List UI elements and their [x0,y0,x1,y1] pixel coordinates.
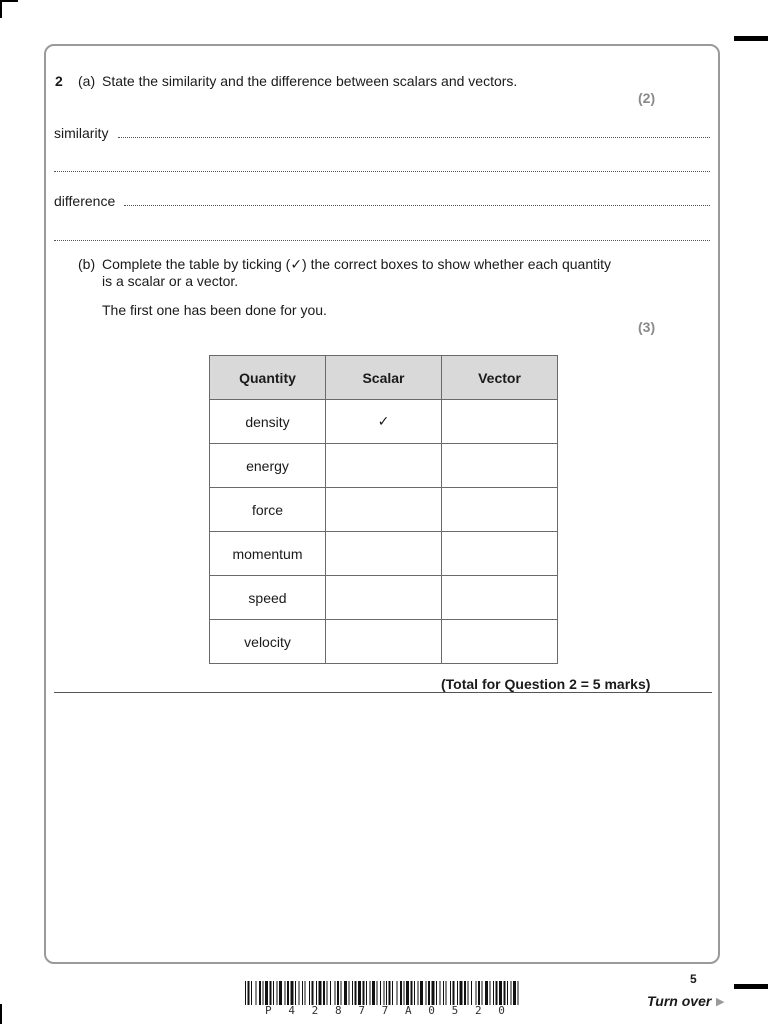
barcode-bar [312,981,314,1005]
vector-tick-box[interactable] [442,576,558,620]
barcode-bar [450,981,451,1005]
barcode-bar [287,981,289,1005]
barcode-bar [511,981,512,1005]
barcode-bar [482,981,483,1005]
barcode-digit: 5 [451,1004,459,1017]
barcode-bar [443,981,444,1005]
barcode-bar [295,981,296,1005]
difference-answer-line[interactable] [124,205,710,206]
part-b-text-line1: Complete the table by ticking (✓) the correct boxes to show whether each quantity [102,256,611,272]
barcode-bar [302,981,303,1005]
barcode-bar [478,981,480,1005]
barcode-bar [277,981,278,1005]
quantity-cell: momentum [210,532,326,576]
barcode-bar [349,981,350,1005]
barcode-bar [397,981,398,1005]
header-quantity: Quantity [210,356,326,400]
quantity-cell: velocity [210,620,326,664]
barcode-digit: 2 [474,1004,482,1017]
barcode-digit: 2 [311,1004,319,1017]
barcode-bar [251,981,252,1005]
turn-over-text: Turn over [647,993,712,1009]
barcode-bar [363,981,365,1005]
similarity-answer-line[interactable] [118,137,710,138]
similarity-label: similarity [54,125,109,141]
table-row [210,532,558,576]
table-row [210,620,558,664]
part-a-marks: (2) [638,90,656,106]
part-b-note: The first one has been done for you. [102,302,327,318]
barcode-digit: 8 [334,1004,342,1017]
part-b-marks: (3) [638,319,656,335]
barcode-digit: P [265,1004,272,1017]
barcode-bar [392,981,393,1005]
barcode-bar [380,981,381,1005]
barcode-bar [285,981,286,1005]
barcode-bar [327,981,328,1005]
barcode-digit: 7 [381,1004,389,1017]
barcode-bar [355,981,357,1005]
question-total: (Total for Question 2 = 5 marks) [441,676,651,692]
barcode-bar [476,981,477,1005]
barcode-bar [309,981,310,1005]
barcode-bar [389,981,391,1005]
barcode-bar [372,981,375,1005]
scalar-tick-box[interactable] [326,488,442,532]
barcode-bar [305,981,306,1005]
barcode-bar [366,981,367,1005]
crop-mark [0,0,18,2]
barcode-digit: 4 [288,1004,295,1017]
barcode-bar [319,981,322,1005]
difference-answer-line-2[interactable] [54,240,710,241]
quantity-cell: energy [210,444,326,488]
barcode-bar [341,981,342,1005]
vector-tick-box[interactable] [442,488,558,532]
question-number: 2 [55,73,63,89]
table-row [210,576,558,620]
scalar-tick-box[interactable] [326,444,442,488]
barcode [243,981,523,1005]
margin-mark [734,984,768,989]
barcode-bar [499,981,502,1005]
barcode-bar [496,981,498,1005]
barcode-bar [518,981,519,1005]
barcode-bar [263,981,264,1005]
barcode-bar [428,981,430,1005]
scalar-tick-box[interactable] [326,576,442,620]
barcode-bar [457,981,458,1005]
table-row [210,444,558,488]
table-row [210,488,558,532]
barcode-bar [265,981,268,1005]
barcode-bar [446,981,447,1005]
barcode-bar [420,981,423,1005]
part-a-text: State the similarity and the difference between scalars and vectors. [102,73,518,89]
barcode-bar [256,981,257,1005]
barcode-bar [493,981,494,1005]
header-scalar: Scalar [326,356,442,400]
barcode-bar [386,981,387,1005]
scalar-tick-box[interactable] [326,532,442,576]
barcode-bar [436,981,437,1005]
barcode-bar [323,981,325,1005]
barcode-bar [245,981,246,1005]
barcode-bar [377,981,378,1005]
barcode-bar [440,981,441,1005]
crop-mark [0,0,2,18]
similarity-answer-line-2[interactable] [54,171,710,172]
barcode-bar [291,981,294,1005]
barcode-bar [259,981,261,1005]
barcode-digits [265,1004,505,1017]
barcode-bar [404,981,405,1005]
barcode-bar [411,981,413,1005]
barcode-bar [471,981,472,1005]
barcode-bar [513,981,516,1005]
quantity-cell: force [210,488,326,532]
barcode-bar [330,981,331,1005]
table-row [210,400,558,444]
crop-mark [0,1004,2,1024]
page-number: 5 [690,972,697,986]
table-header-row [210,356,558,400]
vector-tick-box[interactable] [442,400,558,444]
barcode-bar [335,981,336,1005]
barcode-bar [418,981,419,1005]
vector-tick-box[interactable] [442,532,558,576]
barcode-bar [464,981,466,1005]
barcode-bar [414,981,415,1005]
barcode-bar [370,981,371,1005]
barcode-bar [485,981,488,1005]
total-divider [54,692,712,693]
scalar-tick-box[interactable] [326,620,442,664]
vector-tick-box[interactable] [442,444,558,488]
barcode-bar [344,981,347,1005]
barcode-bar [279,981,282,1005]
vector-tick-box[interactable] [442,620,558,664]
difference-label: difference [54,193,116,209]
barcode-bar [384,981,385,1005]
part-b-label: (b) [78,256,96,272]
barcode-bar [453,981,455,1005]
scalar-tick-box[interactable]: ✓ [326,400,442,444]
barcode-digit: 7 [358,1004,365,1017]
barcode-digit: 0 [428,1004,435,1017]
barcode-bar [460,981,463,1005]
scalar-vector-table [209,355,558,664]
barcode-bar [468,981,469,1005]
barcode-bar [426,981,427,1005]
barcode-bar [337,981,339,1005]
barcode-bar [432,981,435,1005]
barcode-bar [358,981,361,1005]
barcode-bar [490,981,491,1005]
header-vector: Vector [442,356,558,400]
barcode-bar [299,981,300,1005]
barcode-bar [273,981,274,1005]
barcode-digit: A [404,1004,412,1017]
part-a-label: (a) [78,73,96,89]
quantity-cell: density [210,400,326,444]
barcode-bar [504,981,506,1005]
barcode-bar [400,981,402,1005]
barcode-bar [352,981,353,1005]
barcode-bar [248,981,250,1005]
barcode-bar [406,981,409,1005]
barcode-bar [316,981,317,1005]
barcode-bar [270,981,272,1005]
turn-over-arrow-icon: ▶ [716,996,725,1008]
margin-mark [734,36,768,41]
part-b-text-line2: is a scalar or a vector. [102,273,239,289]
quantity-cell: speed [210,576,326,620]
barcode-bar [507,981,508,1005]
barcode-digit: 0 [498,1004,505,1017]
